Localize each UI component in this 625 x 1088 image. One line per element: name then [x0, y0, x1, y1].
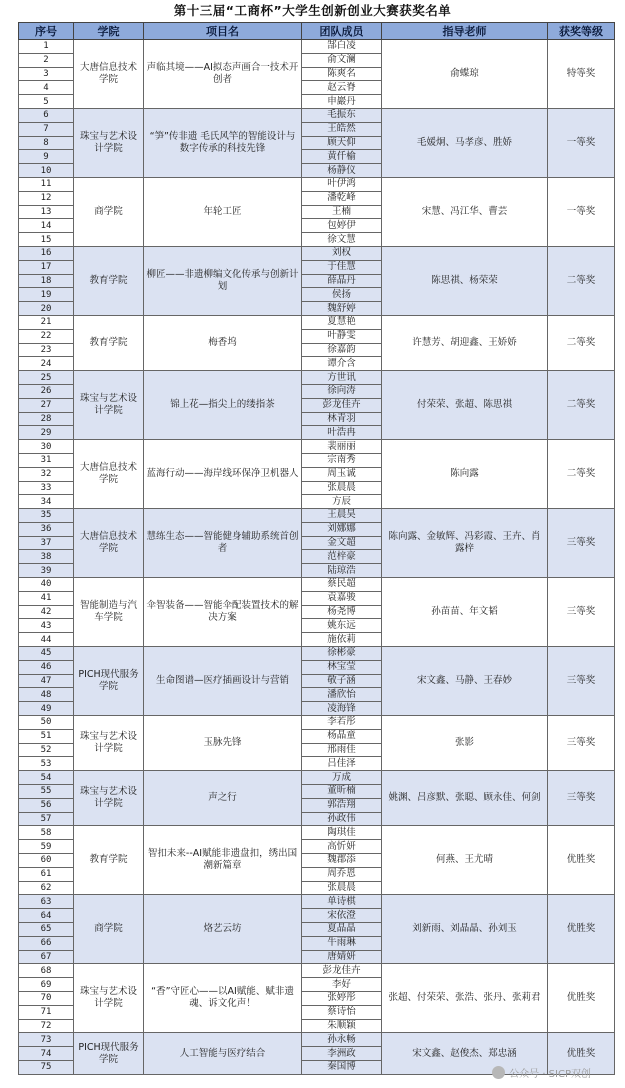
serial-cell: 32	[19, 467, 74, 481]
college-cell: 珠宝与艺术设计学院	[74, 964, 144, 1033]
serial-cell: 10	[19, 164, 74, 178]
project-cell: 声临其境——AI拟态声画合一技术开创者	[144, 40, 302, 109]
member-cell: 宗南秀	[302, 453, 382, 467]
college-cell: 大唐信息技术学院	[74, 40, 144, 109]
member-cell: 徐彬豪	[302, 647, 382, 661]
college-cell: 商学院	[74, 177, 144, 246]
serial-cell: 45	[19, 647, 74, 661]
member-cell: 周乔恩	[302, 867, 382, 881]
serial-cell: 53	[19, 757, 74, 771]
member-cell: 林宝莹	[302, 660, 382, 674]
member-cell: 秦国博	[302, 1060, 382, 1074]
member-cell: 张晨晨	[302, 881, 382, 895]
serial-cell: 60	[19, 854, 74, 868]
serial-cell: 35	[19, 509, 74, 523]
award-cell: 二等奖	[548, 246, 615, 315]
advisor-cell: 俞蝶琼	[382, 40, 548, 109]
serial-cell: 62	[19, 881, 74, 895]
project-cell: 伞智装备——智能伞配装置技术的解决方案	[144, 578, 302, 647]
member-cell: 万成	[302, 771, 382, 785]
college-cell: 珠宝与艺术设计学院	[74, 716, 144, 771]
project-cell: 慧练生态——智能健身辅助系统首创者	[144, 509, 302, 578]
header-college: 学院	[74, 23, 144, 40]
award-cell: 优胜奖	[548, 895, 615, 964]
project-cell: “笋”传非遗 毛氏风竿的智能设计与数字传承的科技先锋	[144, 108, 302, 177]
award-cell: 三等奖	[548, 716, 615, 771]
member-cell: 杨晶童	[302, 729, 382, 743]
member-cell: 毛振东	[302, 108, 382, 122]
serial-cell: 70	[19, 991, 74, 1005]
advisor-cell: 何燕、王尤晴	[382, 826, 548, 895]
member-cell: 邢雨佳	[302, 743, 382, 757]
member-cell: 李若彤	[302, 716, 382, 730]
serial-cell: 24	[19, 357, 74, 371]
member-cell: 陶琪佳	[302, 826, 382, 840]
table-row	[19, 647, 615, 661]
serial-cell: 34	[19, 495, 74, 509]
member-cell: 黄仟榆	[302, 150, 382, 164]
award-cell: 二等奖	[548, 371, 615, 440]
college-cell: 大唐信息技术学院	[74, 440, 144, 509]
member-cell: 叶伊鸿	[302, 177, 382, 191]
project-cell: 梅香坞	[144, 315, 302, 370]
serial-cell: 63	[19, 895, 74, 909]
award-cell: 二等奖	[548, 440, 615, 509]
serial-cell: 69	[19, 978, 74, 992]
serial-cell: 19	[19, 288, 74, 302]
advisor-cell: 孙苗苗、年文韬	[382, 578, 548, 647]
college-cell: 珠宝与艺术设计学院	[74, 108, 144, 177]
serial-cell: 11	[19, 177, 74, 191]
serial-cell: 71	[19, 1005, 74, 1019]
member-cell: 朱顺颖	[302, 1019, 382, 1033]
member-cell: 徐向涛	[302, 384, 382, 398]
member-cell: 彭龙佳卉	[302, 964, 382, 978]
college-cell: 商学院	[74, 895, 144, 964]
member-cell: 彭龙佳卉	[302, 398, 382, 412]
college-cell: 教育学院	[74, 315, 144, 370]
member-cell: 孙永畅	[302, 1033, 382, 1047]
header-members: 团队成员	[302, 23, 382, 40]
college-cell: 大唐信息技术学院	[74, 509, 144, 578]
serial-cell: 22	[19, 329, 74, 343]
serial-cell: 31	[19, 453, 74, 467]
serial-cell: 37	[19, 536, 74, 550]
member-cell: 董昕楠	[302, 785, 382, 799]
member-cell: 夏慧艳	[302, 315, 382, 329]
member-cell: 高忻妍	[302, 840, 382, 854]
award-cell: 三等奖	[548, 771, 615, 826]
award-cell: 优胜奖	[548, 1033, 615, 1074]
table-row	[19, 440, 615, 454]
project-cell: 声之行	[144, 771, 302, 826]
serial-cell: 26	[19, 384, 74, 398]
member-cell: 吕佳泽	[302, 757, 382, 771]
table-row	[19, 246, 615, 260]
project-cell: 柳匠——非遗柳编文化传承与创新计划	[144, 246, 302, 315]
serial-cell: 44	[19, 633, 74, 647]
table-row	[19, 108, 615, 122]
member-cell: 郭浩翔	[302, 798, 382, 812]
serial-cell: 6	[19, 108, 74, 122]
project-cell: 锦上花—指尖上的缕指茶	[144, 371, 302, 440]
table-row	[19, 895, 615, 909]
table-row	[19, 716, 615, 730]
college-cell: 教育学院	[74, 826, 144, 895]
member-cell: 方世讯	[302, 371, 382, 385]
table-row	[19, 315, 615, 329]
table-row	[19, 509, 615, 523]
project-cell: 智扣未来--AI赋能非遗盘扣，绣出国潮新篇章	[144, 826, 302, 895]
member-cell: 包婷伊	[302, 219, 382, 233]
serial-cell: 57	[19, 812, 74, 826]
award-cell: 二等奖	[548, 315, 615, 370]
member-cell: 李好	[302, 978, 382, 992]
wechat-icon	[492, 1066, 505, 1079]
member-cell: 刘权	[302, 246, 382, 260]
award-cell: 一等奖	[548, 108, 615, 177]
member-cell: 张婷彤	[302, 991, 382, 1005]
member-cell: 姚东远	[302, 619, 382, 633]
serial-cell: 64	[19, 909, 74, 923]
serial-cell: 48	[19, 688, 74, 702]
project-cell: 烙艺云坊	[144, 895, 302, 964]
member-cell: 薛晶丹	[302, 274, 382, 288]
member-cell: 施依莉	[302, 633, 382, 647]
member-cell: 侯扬	[302, 288, 382, 302]
member-cell: 潘欣怡	[302, 688, 382, 702]
award-cell: 一等奖	[548, 177, 615, 246]
header-serial: 序号	[19, 23, 74, 40]
college-cell: 珠宝与艺术设计学院	[74, 371, 144, 440]
serial-cell: 42	[19, 605, 74, 619]
member-cell: 魏郡添	[302, 854, 382, 868]
member-cell: 徐嘉韵	[302, 343, 382, 357]
serial-cell: 14	[19, 219, 74, 233]
awards-table	[18, 22, 615, 1075]
table-row	[19, 177, 615, 191]
member-cell: 方辰	[302, 495, 382, 509]
table-row	[19, 964, 615, 978]
page-title: 第十三届“工商杯”大学生创新创业大赛获奖名单	[173, 3, 452, 18]
advisor-cell: 宋文鑫、马静、王春妙	[382, 647, 548, 716]
member-cell: 夏晶晶	[302, 923, 382, 937]
member-cell: 林青羽	[302, 412, 382, 426]
serial-cell: 36	[19, 522, 74, 536]
serial-cell: 25	[19, 371, 74, 385]
table-body	[19, 40, 615, 1075]
serial-cell: 13	[19, 205, 74, 219]
member-cell: 郜白凌	[302, 40, 382, 54]
serial-cell: 55	[19, 785, 74, 799]
member-cell: 王楠	[302, 205, 382, 219]
serial-cell: 23	[19, 343, 74, 357]
member-cell: 凌海锋	[302, 702, 382, 716]
serial-cell: 2	[19, 53, 74, 67]
advisor-cell: 毛媛炯、马孝彦、胜娇	[382, 108, 548, 177]
member-cell: 谭介含	[302, 357, 382, 371]
member-cell: 唐婧妍	[302, 950, 382, 964]
advisor-cell: 陈思祺、杨荣荣	[382, 246, 548, 315]
serial-cell: 59	[19, 840, 74, 854]
member-cell: 李洲政	[302, 1047, 382, 1061]
table-row	[19, 40, 615, 54]
member-cell: 王晨昊	[302, 509, 382, 523]
serial-cell: 65	[19, 923, 74, 937]
serial-cell: 66	[19, 936, 74, 950]
serial-cell: 47	[19, 674, 74, 688]
serial-cell: 39	[19, 564, 74, 578]
college-cell: PICH现代服务学院	[74, 647, 144, 716]
member-cell: 俞文澜	[302, 53, 382, 67]
advisor-cell: 姚渊、吕彦默、张聪、顾永佳、何剑	[382, 771, 548, 826]
serial-cell: 41	[19, 591, 74, 605]
college-cell: 教育学院	[74, 246, 144, 315]
serial-cell: 1	[19, 40, 74, 54]
project-cell: 人工智能与医疗结合	[144, 1033, 302, 1074]
member-cell: 刘娜娜	[302, 522, 382, 536]
serial-cell: 75	[19, 1060, 74, 1074]
table-row	[19, 826, 615, 840]
serial-cell: 9	[19, 150, 74, 164]
serial-cell: 16	[19, 246, 74, 260]
serial-cell: 51	[19, 729, 74, 743]
member-cell: 赵云脊	[302, 81, 382, 95]
serial-cell: 58	[19, 826, 74, 840]
member-cell: 张晨晨	[302, 481, 382, 495]
project-cell: 年轮工匠	[144, 177, 302, 246]
serial-cell: 20	[19, 302, 74, 316]
serial-cell: 67	[19, 950, 74, 964]
serial-cell: 4	[19, 81, 74, 95]
serial-cell: 33	[19, 481, 74, 495]
member-cell: 裴丽丽	[302, 440, 382, 454]
member-cell: 杨尧博	[302, 605, 382, 619]
advisor-cell: 宋慧、冯江华、曹芸	[382, 177, 548, 246]
advisor-cell: 陈向露、金敏辉、冯彩霞、王卉、肖露梓	[382, 509, 548, 578]
serial-cell: 52	[19, 743, 74, 757]
member-cell: 单诗棋	[302, 895, 382, 909]
header-project: 项目名	[144, 23, 302, 40]
serial-cell: 61	[19, 867, 74, 881]
member-cell: 宋依澄	[302, 909, 382, 923]
serial-cell: 8	[19, 136, 74, 150]
serial-cell: 68	[19, 964, 74, 978]
member-cell: 徐文慧	[302, 233, 382, 247]
project-cell: “香”守匠心——以AI赋能、赋非遗魂、诉文化声！	[144, 964, 302, 1033]
advisor-cell: 宋文鑫、赵俊杰、郑忠涵	[382, 1033, 548, 1074]
member-cell: 范梓豪	[302, 550, 382, 564]
advisor-cell: 张影	[382, 716, 548, 771]
serial-cell: 5	[19, 95, 74, 109]
table-header-row	[19, 23, 615, 40]
member-cell: 顾天仰	[302, 136, 382, 150]
advisor-cell: 陈向露	[382, 440, 548, 509]
serial-cell: 12	[19, 191, 74, 205]
serial-cell: 46	[19, 660, 74, 674]
table-row	[19, 1033, 615, 1047]
advisor-cell: 付荣荣、张超、陈思祺	[382, 371, 548, 440]
serial-cell: 21	[19, 315, 74, 329]
award-cell: 三等奖	[548, 578, 615, 647]
serial-cell: 40	[19, 578, 74, 592]
award-cell: 优胜奖	[548, 826, 615, 895]
member-cell: 王皓然	[302, 122, 382, 136]
serial-cell: 43	[19, 619, 74, 633]
member-cell: 杨静仪	[302, 164, 382, 178]
member-cell: 牛雨琳	[302, 936, 382, 950]
header-award: 获奖等级	[548, 23, 615, 40]
serial-cell: 30	[19, 440, 74, 454]
serial-cell: 29	[19, 426, 74, 440]
award-cell: 特等奖	[548, 40, 615, 109]
college-cell: PICH现代服务学院	[74, 1033, 144, 1074]
serial-cell: 56	[19, 798, 74, 812]
member-cell: 申巖丹	[302, 95, 382, 109]
serial-cell: 28	[19, 412, 74, 426]
member-cell: 孙政伟	[302, 812, 382, 826]
serial-cell: 54	[19, 771, 74, 785]
award-cell: 优胜奖	[548, 964, 615, 1033]
member-cell: 魏舒婷	[302, 302, 382, 316]
project-cell: 玉脉先锋	[144, 716, 302, 771]
member-cell: 周玉诚	[302, 467, 382, 481]
member-cell: 袁嘉骏	[302, 591, 382, 605]
member-cell: 金文超	[302, 536, 382, 550]
advisor-cell: 许慧芳、胡迎鑫、王娇娇	[382, 315, 548, 370]
member-cell: 敬子涵	[302, 674, 382, 688]
award-cell: 三等奖	[548, 509, 615, 578]
serial-cell: 72	[19, 1019, 74, 1033]
member-cell: 蔡诗怡	[302, 1005, 382, 1019]
serial-cell: 50	[19, 716, 74, 730]
serial-cell: 17	[19, 260, 74, 274]
advisor-cell: 刘新雨、刘晶晶、孙刘玉	[382, 895, 548, 964]
member-cell: 叶浩冉	[302, 426, 382, 440]
member-cell: 蔡民超	[302, 578, 382, 592]
member-cell: 于佳慧	[302, 260, 382, 274]
serial-cell: 3	[19, 67, 74, 81]
member-cell: 叶静雯	[302, 329, 382, 343]
watermark	[492, 1065, 591, 1080]
advisor-cell: 张超、付荣荣、张浩、张丹、张莉君	[382, 964, 548, 1033]
member-cell: 潘乾峰	[302, 191, 382, 205]
table-row	[19, 771, 615, 785]
table-row	[19, 578, 615, 592]
member-cell: 陈爽名	[302, 67, 382, 81]
serial-cell: 49	[19, 702, 74, 716]
watermark-text: 公众号 · SICP双创	[509, 1069, 591, 1080]
table-row	[19, 371, 615, 385]
project-cell: 蓝海行动——海岸线环保净卫机器人	[144, 440, 302, 509]
serial-cell: 27	[19, 398, 74, 412]
serial-cell: 15	[19, 233, 74, 247]
serial-cell: 73	[19, 1033, 74, 1047]
member-cell: 陆琼浩	[302, 564, 382, 578]
serial-cell: 7	[19, 122, 74, 136]
header-advisors: 指导老师	[382, 23, 548, 40]
award-cell: 三等奖	[548, 647, 615, 716]
serial-cell: 18	[19, 274, 74, 288]
serial-cell: 74	[19, 1047, 74, 1061]
college-cell: 智能制造与汽车学院	[74, 578, 144, 647]
college-cell: 珠宝与艺术设计学院	[74, 771, 144, 826]
project-cell: 生命图谱—医疗插画设计与营销	[144, 647, 302, 716]
serial-cell: 38	[19, 550, 74, 564]
